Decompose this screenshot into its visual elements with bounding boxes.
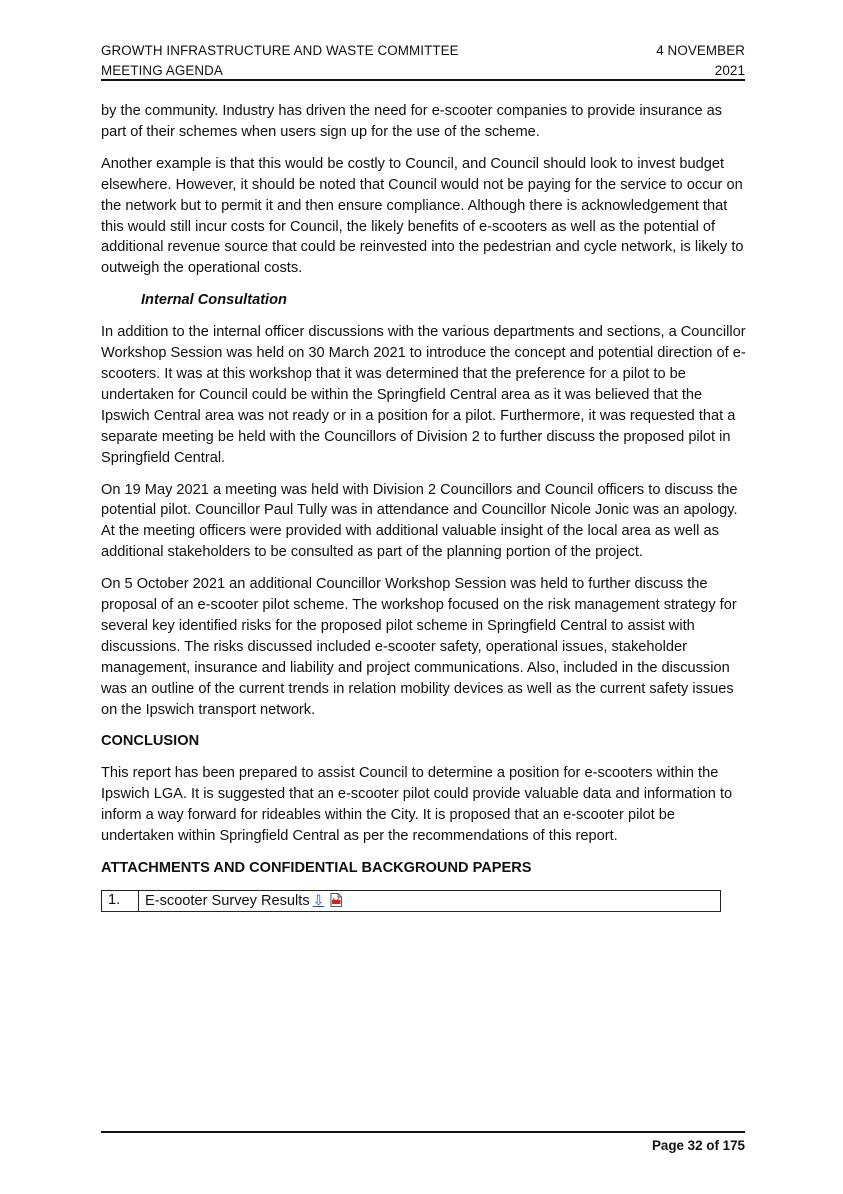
attachments-table: [101, 890, 721, 912]
header-left: [101, 41, 459, 81]
footer-divider: [101, 1131, 745, 1133]
pdf-icon[interactable]: [330, 893, 342, 907]
heading-attachments: ATTACHMENTS AND CONFIDENTIAL BACKGROUND PAPERS: [101, 860, 532, 876]
meeting-year: 2021: [714, 63, 745, 78]
document-body: [101, 101, 751, 912]
subheading-internal-consultation: Internal Consultation: [141, 292, 287, 309]
paragraph-workshop-october: On 5 October 2021 an additional Councillor Workshop Session was held to further discuss the proposal of an e-scooter pilot scheme. The workshop focused on the risk management strategy for several key identified risks for the proposed pilot scheme in Springfield Central to assist with discussions. The risks discussed included e-scooter safety, operational issues, stakeholder management, insurance and liability and project communications. Also, included in the discussion was an outline of the current trends in relation mobility devices as well as the current safety issues on the Ipswich transport network.: [101, 576, 737, 718]
download-arrow-icon[interactable]: ⇩: [312, 891, 325, 908]
paragraph-workshop-march: In addition to the internal officer discussions with the various departments and sections, a Councillor Workshop Session was held on 30 March 2021 to introduce the concept and potential direction of e-scooters. It was at this workshop that it was determined that the preference for a pilot to be undertaken for Council could be within the Springfield Central area as it was believed that the Ipswich Central area was not ready or in a position for a pilot. Furthermore, it was requested that a separate meeting be held with the Councillors of Division 2 to further discuss the proposed pilot in Springfield Central.: [101, 324, 746, 466]
paragraph-conclusion: This report has been prepared to assist Council to determine a position for e-scooters within the Ipswich LGA. It is suggested that an e-scooter pilot could provide valuable data and information to inform a way forward for rideables within the City. It is proposed that an e-scooter pilot be undertaken within Springfield Central as per the recommendations of this report.: [101, 765, 733, 845]
meeting-date: 4 NOVEMBER: [656, 43, 745, 58]
heading-conclusion: CONCLUSION: [101, 733, 200, 750]
page-header: [101, 41, 745, 81]
header-right: [656, 41, 745, 81]
attachment-row: [102, 890, 721, 911]
attachment-title: E-scooter Survey Results: [145, 892, 310, 909]
header-divider: [101, 79, 745, 81]
paragraph-meeting-may: On 19 May 2021 a meeting was held with Division 2 Councillors and Council officers to discuss the potential pilot. Councillor Paul Tully was in attendance and Councillor Nicole Jonic was an apology. At the meeting officers were provided with additional valuable insight of the local area as well as additional stakeholders to be consulted as part of the planning portion of the project.: [101, 481, 738, 561]
paragraph-costs: Another example is that this would be costly to Council, and Council should look to invest budget elsewhere. However, it should be noted that Council would not be paying for the service to occur on the network but to permit it and then ensure compliance. Although there is acknowledgement that this would still incur costs for Council, the likely benefits of e-scooters as well as the potential of additional revenue source that could be reinvested into the pedestrian and cycle network, is likely to outweigh the operational costs.: [101, 155, 744, 277]
paragraph-insurance: by the community. Industry has driven the need for e-scooter companies to provide insurance as part of their schemes when users sign up for the use of the scheme.: [101, 103, 723, 140]
document-type: MEETING AGENDA: [101, 63, 223, 78]
attachment-number: 1.: [102, 890, 139, 911]
committee-name: GROWTH INFRASTRUCTURE AND WASTE COMMITTEE: [101, 43, 459, 58]
attachment-cell: [139, 890, 721, 911]
page-number: Page 32 of 175: [651, 1138, 745, 1153]
